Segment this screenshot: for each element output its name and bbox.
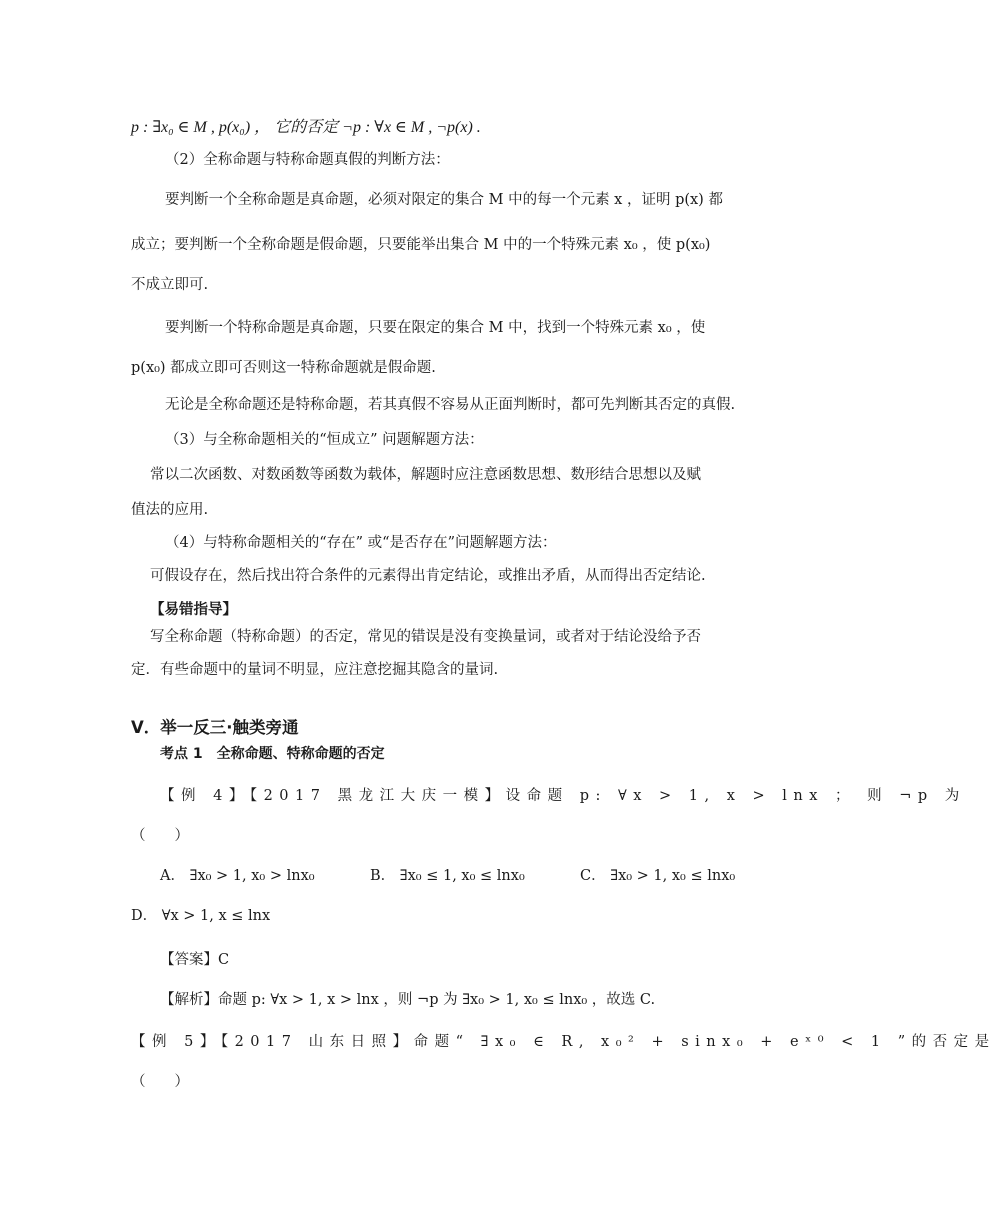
option-d: D． ∀x > 1, x ≤ lnx	[131, 908, 271, 924]
analysis-line: 【解析】命题 p: ∀x > 1, x > lnx ，则 ¬p 为 ∃x₀ > 1, x₀ ≤ lnx₀ ，故选 C.	[160, 992, 656, 1008]
example-5-blank: （ ）	[131, 1074, 189, 1090]
section-title: V．举一反三·触类旁通	[131, 718, 299, 737]
negation-statement: p : ∃x₀ ∈ M , p(x₀) ， 它的否定 ¬p : ∀x ∈ M , ¬p(x) .	[131, 119, 481, 136]
topic-title: 考点 1 全称命题、特称命题的否定	[160, 746, 385, 762]
method-heading-2: （2）全称命题与特称命题真假的判断方法：	[165, 152, 450, 168]
method-heading-4: （4）与特称命题相关的“存在” 或“是否存在”问题解题方法：	[165, 535, 557, 551]
example-4-stem: 【例 4】【2017 黑龙江大庆一模】设命题 p: ∀x > 1, x > lnx ； 则 ¬p 为	[160, 788, 966, 804]
error-guide-heading: 【易错指导】	[150, 601, 237, 618]
option-b: B． ∃x₀ ≤ 1, x₀ ≤ lnx₀	[370, 868, 525, 884]
option-c: C． ∃x₀ > 1, x₀ ≤ lnx₀	[580, 868, 736, 884]
paragraph-line: 要判断一个特称命题是真命题，只要在限定的集合 M 中，找到一个特殊元素 x₀ ，使	[165, 320, 706, 336]
paragraph-line: 定．有些命题中的量词不明显，应注意挖掘其隐含的量词.	[131, 662, 499, 678]
paragraph-line: 成立；要判断一个全称命题是假命题，只要能举出集合 M 中的一个特殊元素 x₀ ，使 p(x₀)	[131, 237, 711, 253]
paragraph-line: 常以二次函数、对数函数等函数为载体，解题时应注意函数思想、数形结合思想以及赋	[150, 467, 701, 483]
option-a: A． ∃x₀ > 1, x₀ > lnx₀	[160, 868, 315, 884]
example-5-stem: 【例 5】【2017 山东日照】命题“ ∃x₀ ∈ R, x₀² + sinx₀ + eˣ⁰ < 1 ”的否定是	[131, 1034, 996, 1050]
method-heading-3: （3）与全称命题相关的“恒成立” 问题解题方法：	[165, 432, 484, 448]
answer-line: 【答案】C	[160, 952, 230, 968]
paragraph-line: 无论是全称命题还是特称命题，若其真假不容易从正面判断时，都可先判断其否定的真假.	[165, 397, 736, 413]
paragraph-line: 写全称命题（特称命题）的否定，常见的错误是没有变换量词，或者对于结论没给予否	[150, 629, 701, 645]
example-4-blank: （ ）	[131, 828, 189, 844]
paragraph-line: p(x₀) 都成立即可否则这一特称命题就是假命题.	[131, 360, 436, 376]
paragraph-line: 可假设存在，然后找出符合条件的元素得出肯定结论，或推出矛盾，从而得出否定结论.	[150, 568, 706, 584]
paragraph-line: 不成立即可.	[131, 277, 209, 293]
paragraph-line: 要判断一个全称命题是真命题，必须对限定的集合 M 中的每一个元素 x ，证明 p(x) 都	[165, 192, 723, 208]
paragraph-line: 值法的应用.	[131, 502, 209, 518]
